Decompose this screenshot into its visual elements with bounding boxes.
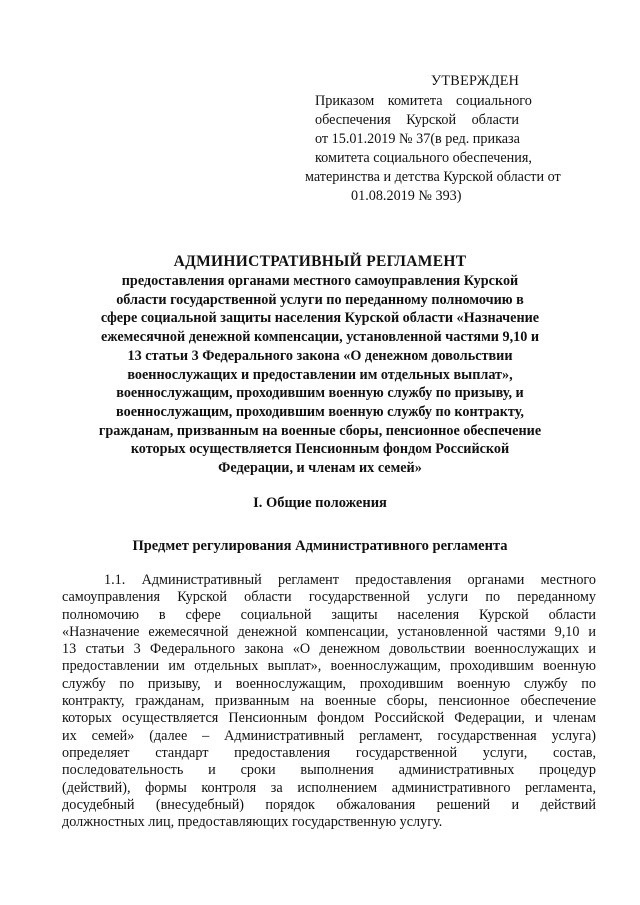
- regulation-title-block: [60, 252, 580, 478]
- regulation-subtitle-line: которых осуществляется Пенсионным фондом Российской: [130, 441, 510, 458]
- paragraph-line: службу по призыву, и военнослужащим, проходившим военную службу по: [62, 675, 596, 692]
- regulation-subtitle-line: области государственной услуги по переданному полномочию в: [116, 291, 524, 308]
- paragraph-line: предоставлении им отдельных выплат», военнослужащим, проходившим военную: [62, 658, 596, 675]
- section-subheading: Предмет регулирования Административного регламента: [132, 538, 508, 554]
- regulation-subtitle-line: военнослужащих и предоставлении им отдельных выплат»,: [127, 366, 513, 383]
- paragraph-line: полномочию в сфере социальной защиты населения Курской области: [62, 606, 596, 623]
- regulation-subtitle-line: гражданам, призванным на военные сборы, пенсионное обеспечение: [98, 422, 542, 439]
- paragraph-line: которых осуществляется Пенсионным фондом Российской Федерации, и членам: [62, 710, 596, 727]
- approval-line: материнства и детства Курской области от: [305, 169, 561, 185]
- approval-line: от 15.01.2019 № 37(в ред. приказа: [315, 131, 520, 147]
- approval-line: комитета социального обеспечения,: [315, 150, 532, 166]
- paragraph-line: досудебный (внесудебный) порядок обжалования решений и действий: [62, 796, 596, 813]
- paragraph-line: самоуправления Курской области государственной услуги по переданному: [62, 589, 596, 606]
- paragraph-line: контракту, гражданам, призванным на военные сборы, пенсионное обеспечение: [62, 693, 596, 710]
- regulation-title: АДМИНИСТРАТИВНЫЙ РЕГЛАМЕНТ: [173, 253, 467, 270]
- section-heading: I. Общие положения: [253, 495, 387, 511]
- approval-stamp-block: [305, 72, 575, 206]
- paragraph-line: «Назначение ежемесячной денежной компенсации, установленной частями 9,10 и: [62, 623, 596, 640]
- regulation-subtitle-line: военнослужащим, проходившим военную службу по призыву, и: [116, 385, 524, 402]
- paragraph-line: последовательность и сроки выполнения административных процедур: [62, 762, 596, 779]
- paragraph-line: определяет стандарт предоставления государственной услуги, состав,: [62, 744, 596, 761]
- regulation-subtitle-line: ежемесячной денежной компенсации, установленной частями 9,10 и: [100, 329, 540, 346]
- approval-line: обеспечения Курской области: [315, 112, 520, 128]
- paragraph-line: 1.1. Административный регламент предоставления органами местного: [104, 572, 596, 588]
- approval-line: 01.08.2019 № 393): [351, 188, 462, 204]
- regulation-subtitle-line: предоставления органами местного самоуправления Курской: [121, 273, 519, 289]
- paragraph-line: должностных лиц, предоставляющих государственную услугу.: [62, 814, 443, 831]
- approval-title: УТВЕРЖДЕН: [431, 73, 520, 89]
- regulation-subtitle-line: 13 статьи 3 Федерального закона «О денежном довольствии: [127, 347, 513, 364]
- regulation-subtitle-line: сфере социальной защиты населения Курской области «Назначение: [100, 310, 540, 327]
- paragraph-1-1: [62, 572, 596, 831]
- regulation-subtitle-line: Федерации, и членам их семей»: [218, 460, 422, 477]
- paragraph-line: 13 статьи 3 Федерального закона «О денежном довольствии военнослужащих и: [62, 641, 596, 658]
- regulation-subtitle-line: военнослужащим, проходившим военную службу по контракту,: [116, 403, 524, 420]
- paragraph-line: их семей» (далее – Административный регламент, государственная услуга): [62, 727, 596, 744]
- paragraph-line: (действий), формы контроля за исполнением административного регламента,: [62, 779, 596, 796]
- approval-line: Приказом комитета социального: [315, 93, 532, 109]
